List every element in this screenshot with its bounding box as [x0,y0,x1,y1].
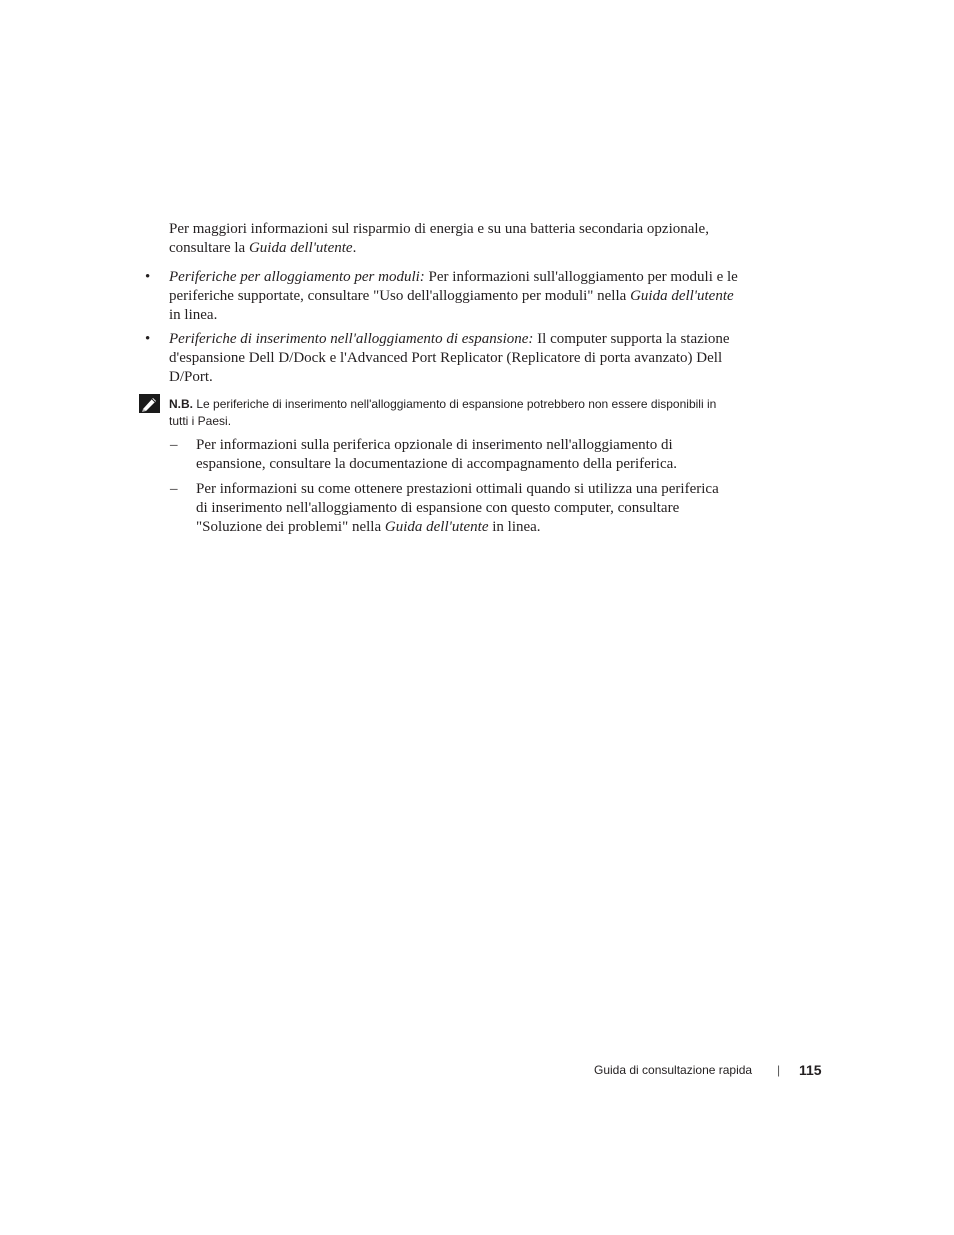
sub-item-documentation: Per informazioni sulla periferica opzionale di inserimento nell'alloggiamento di espansione, consultare la documentazione di accompagnamento della periferica. [196,437,678,472]
pencil-note-icon [139,394,160,413]
bullet-marker: • [145,331,151,347]
bullet-item-module-bay: Periferiche per alloggiamento per moduli: Per informazioni sull'alloggiamento per moduli e le periferiche supportate, consultare "Uso dell'alloggiamento per moduli" nella Guida dell'utente in linea. [169,269,738,323]
dash-marker: – [170,437,178,453]
guide-title: Guida dell'utente [384,519,489,535]
bullet-marker: • [145,269,151,285]
bullet-term: Periferiche per alloggiamento per moduli: [169,269,425,285]
footer-separator: | [777,1063,781,1077]
note-text: N.B. Le periferiche di inserimento nell'alloggiamento di espansione potrebbero non essere disponibili in tutti i Paesi. [169,397,717,428]
guide-title: Guida dell'utente [248,240,353,256]
page-number: 115 [799,1062,822,1078]
intro-line-1: Per maggiori informazioni sul risparmio di energia e su una batteria secondaria opzionale, [169,221,709,237]
dash-marker: – [170,481,178,497]
guide-title: Guida dell'utente [630,288,734,304]
intro-line-2: consultare la Guida dell'utente. [169,240,357,256]
footer-title: Guida di consultazione rapida [594,1063,753,1077]
intro-paragraph [169,220,779,258]
note-label: N.B. [169,397,193,411]
bullet-term: Periferiche di inserimento nell'alloggiamento di espansione: [169,331,534,347]
sub-item-troubleshooting: Per informazioni su come ottenere prestazioni ottimali quando si utilizza una periferica di inserimento nell'alloggiamento di espansione con questo computer, consultare "Soluzione dei problemi" nella Guida dell'utente in linea. [196,481,719,535]
bullet-item-expansion-bay: Periferiche di inserimento nell'alloggiamento di espansione: Il computer supporta la stazione d'espansione Dell D/Dock e l'Advanced Port Replicator (Replicatore di porta avanzato) Dell D/Port. [169,331,730,385]
